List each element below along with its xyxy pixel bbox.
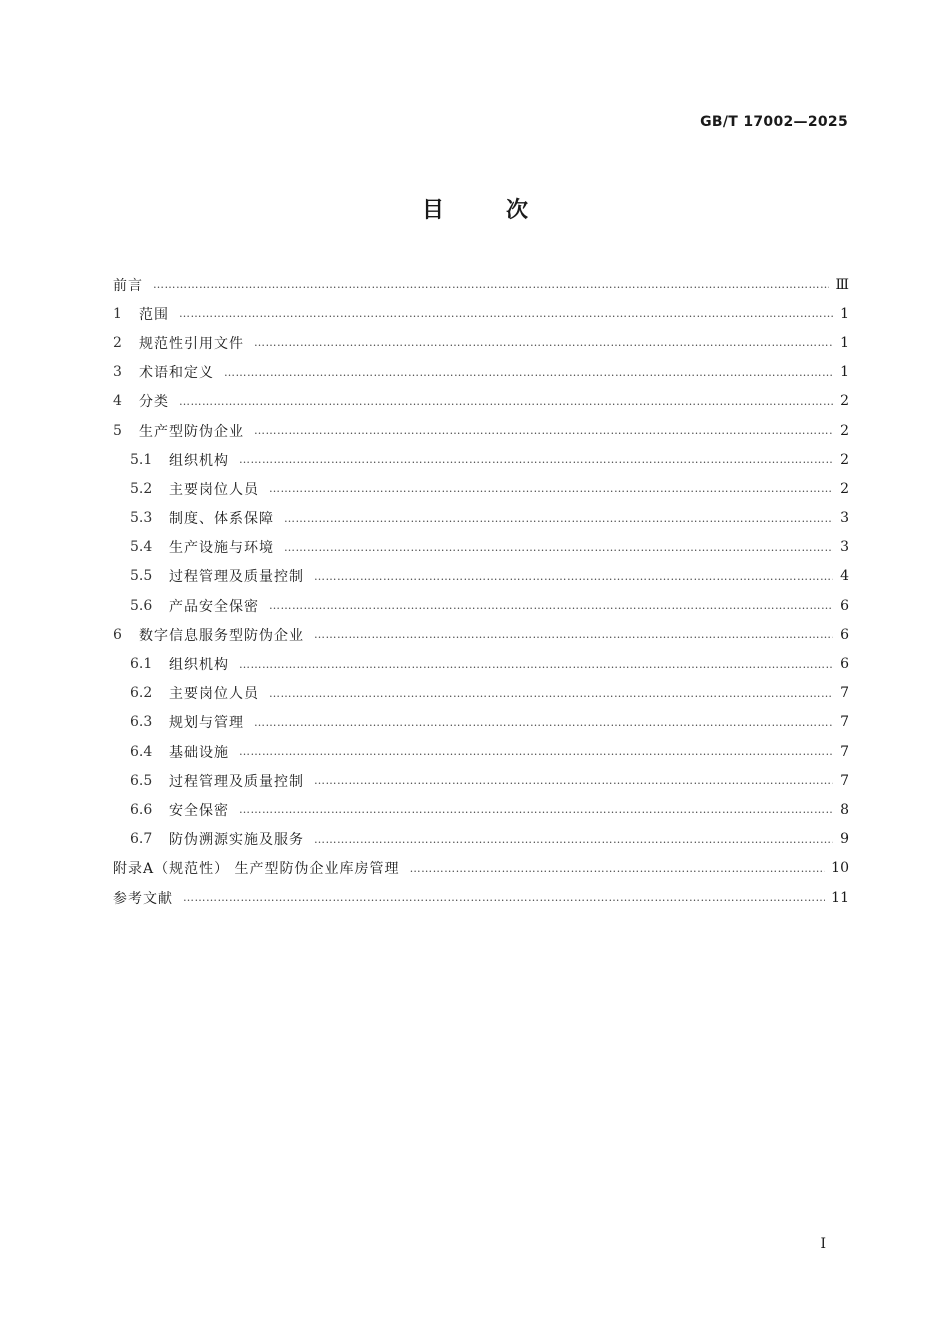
toc-entry-label: 主要岗位人员 xyxy=(169,481,259,498)
toc-entry-number: 5.3 xyxy=(130,510,153,527)
toc-entry-page: 9 xyxy=(840,831,849,848)
toc-entry-page: 10 xyxy=(831,860,849,877)
dot-leader xyxy=(153,278,829,291)
toc-entry-label: 规划与管理 xyxy=(169,715,244,732)
dot-leader xyxy=(314,570,833,583)
toc-entry-number: 5 xyxy=(113,422,122,439)
toc-entry-page: Ⅲ xyxy=(835,276,849,293)
toc-entry-number: 5.2 xyxy=(130,480,153,497)
toc-entry[interactable] xyxy=(113,358,849,387)
toc-entry-page: 11 xyxy=(831,889,849,906)
toc-entry-number: 6.2 xyxy=(130,685,153,702)
dot-leader xyxy=(314,833,833,846)
toc-entry[interactable] xyxy=(113,679,849,708)
toc-entry[interactable] xyxy=(113,620,849,649)
toc-entry[interactable] xyxy=(113,562,849,591)
toc-entry-number: 5.1 xyxy=(130,451,153,468)
toc-entry-label: 生产设施与环境 xyxy=(169,540,274,557)
dot-leader xyxy=(254,424,833,437)
dot-leader xyxy=(254,336,833,349)
toc-entry[interactable] xyxy=(113,708,849,737)
toc-entry-page: 1 xyxy=(840,364,849,381)
toc-entry-label: 过程管理及质量控制 xyxy=(169,569,304,586)
dot-leader xyxy=(269,482,833,495)
dot-leader xyxy=(254,716,833,729)
toc-entry-number: 5.4 xyxy=(130,539,153,556)
toc-entry[interactable] xyxy=(113,591,849,620)
toc-entry-label: 参考文献 xyxy=(113,890,173,907)
toc-entry[interactable] xyxy=(113,445,849,474)
toc-entry-number: 6.4 xyxy=(130,743,153,760)
toc-entry[interactable] xyxy=(113,299,849,328)
toc-entry-label: 前言 xyxy=(113,277,143,294)
toc-entry-page: 1 xyxy=(840,334,849,351)
toc-entry-page: 4 xyxy=(840,568,849,585)
dot-leader xyxy=(239,745,833,758)
toc-entry-label: 主要岗位人员 xyxy=(169,686,259,703)
toc-entry[interactable] xyxy=(113,649,849,678)
dot-leader xyxy=(314,628,833,641)
toc-entry-number: 5.6 xyxy=(130,597,153,614)
toc-entry-page: 2 xyxy=(840,393,849,410)
dot-leader xyxy=(410,862,826,875)
dot-leader xyxy=(179,395,833,408)
toc-entry[interactable] xyxy=(113,766,849,795)
toc-entry-page: 3 xyxy=(840,510,849,527)
toc-entry-label: 生产型防伪企业 xyxy=(139,423,244,440)
dot-leader xyxy=(239,453,833,466)
toc-entry[interactable] xyxy=(113,795,849,824)
toc-entry[interactable] xyxy=(113,328,849,357)
toc-entry-label: 组织机构 xyxy=(169,657,229,674)
dot-leader xyxy=(314,774,833,787)
dot-leader xyxy=(179,307,833,320)
toc-entry-label: 制度、体系保障 xyxy=(169,511,274,528)
page-number: I xyxy=(820,1236,826,1252)
toc-entry-page: 6 xyxy=(840,626,849,643)
toc-entry-label: 分类 xyxy=(139,394,169,411)
table-of-contents xyxy=(113,270,849,912)
toc-entry-number: 1 xyxy=(113,305,122,322)
toc-entry[interactable] xyxy=(113,504,849,533)
toc-entry-number: 6.7 xyxy=(130,831,153,848)
toc-entry-number: 6.6 xyxy=(130,801,153,818)
toc-entry-label: 规范性引用文件 xyxy=(139,335,244,352)
toc-entry-page: 7 xyxy=(840,685,849,702)
toc-entry[interactable] xyxy=(113,416,849,445)
toc-entry-label: 安全保密 xyxy=(169,802,229,819)
toc-entry-page: 7 xyxy=(840,714,849,731)
toc-entry-page: 7 xyxy=(840,772,849,789)
toc-entry-number: 6.1 xyxy=(130,656,153,673)
toc-entry[interactable] xyxy=(113,737,849,766)
toc-entry-page: 6 xyxy=(840,656,849,673)
dot-leader xyxy=(269,599,833,612)
dot-leader xyxy=(183,891,825,904)
dot-leader xyxy=(239,803,833,816)
toc-entry-number: 4 xyxy=(113,393,122,410)
toc-entry-label: 范围 xyxy=(139,306,169,323)
toc-entry-number: 2 xyxy=(113,334,122,351)
toc-entry[interactable] xyxy=(113,387,849,416)
toc-entry-label: 附录A（规范性） 生产型防伪企业库房管理 xyxy=(113,861,400,878)
toc-entry-page: 1 xyxy=(840,305,849,322)
dot-leader xyxy=(224,366,833,379)
dot-leader xyxy=(269,687,833,700)
toc-entry-label: 产品安全保密 xyxy=(169,598,259,615)
toc-entry-number: 5.5 xyxy=(130,568,153,585)
toc-entry-number: 6 xyxy=(113,626,122,643)
toc-entry-page: 7 xyxy=(840,743,849,760)
dot-leader xyxy=(284,512,833,525)
dot-leader xyxy=(284,541,833,554)
toc-entry-label: 过程管理及质量控制 xyxy=(169,773,304,790)
toc-entry[interactable] xyxy=(113,533,849,562)
toc-entry-label: 数字信息服务型防伪企业 xyxy=(139,627,304,644)
toc-entry[interactable] xyxy=(113,474,849,503)
toc-entry-label: 防伪溯源实施及服务 xyxy=(169,832,304,849)
toc-entry-page: 8 xyxy=(840,801,849,818)
dot-leader xyxy=(239,658,833,671)
toc-entry[interactable] xyxy=(113,854,849,883)
toc-entry-page: 2 xyxy=(840,480,849,497)
toc-entry-label: 组织机构 xyxy=(169,452,229,469)
toc-entry-number: 3 xyxy=(113,364,122,381)
toc-entry-number: 6.3 xyxy=(130,714,153,731)
toc-title: 目次 xyxy=(421,198,590,223)
toc-entry-page: 6 xyxy=(840,597,849,614)
toc-entry-page: 3 xyxy=(840,539,849,556)
toc-entry-page: 2 xyxy=(840,451,849,468)
toc-entry-label: 基础设施 xyxy=(169,744,229,761)
toc-entry[interactable] xyxy=(113,270,849,299)
toc-entry-label: 术语和定义 xyxy=(139,365,214,382)
toc-entry[interactable] xyxy=(113,883,849,912)
toc-entry-page: 2 xyxy=(840,422,849,439)
toc-entry[interactable] xyxy=(113,825,849,854)
standard-number: GB/T 17002—2025 xyxy=(700,114,848,130)
toc-entry-number: 6.5 xyxy=(130,772,153,789)
